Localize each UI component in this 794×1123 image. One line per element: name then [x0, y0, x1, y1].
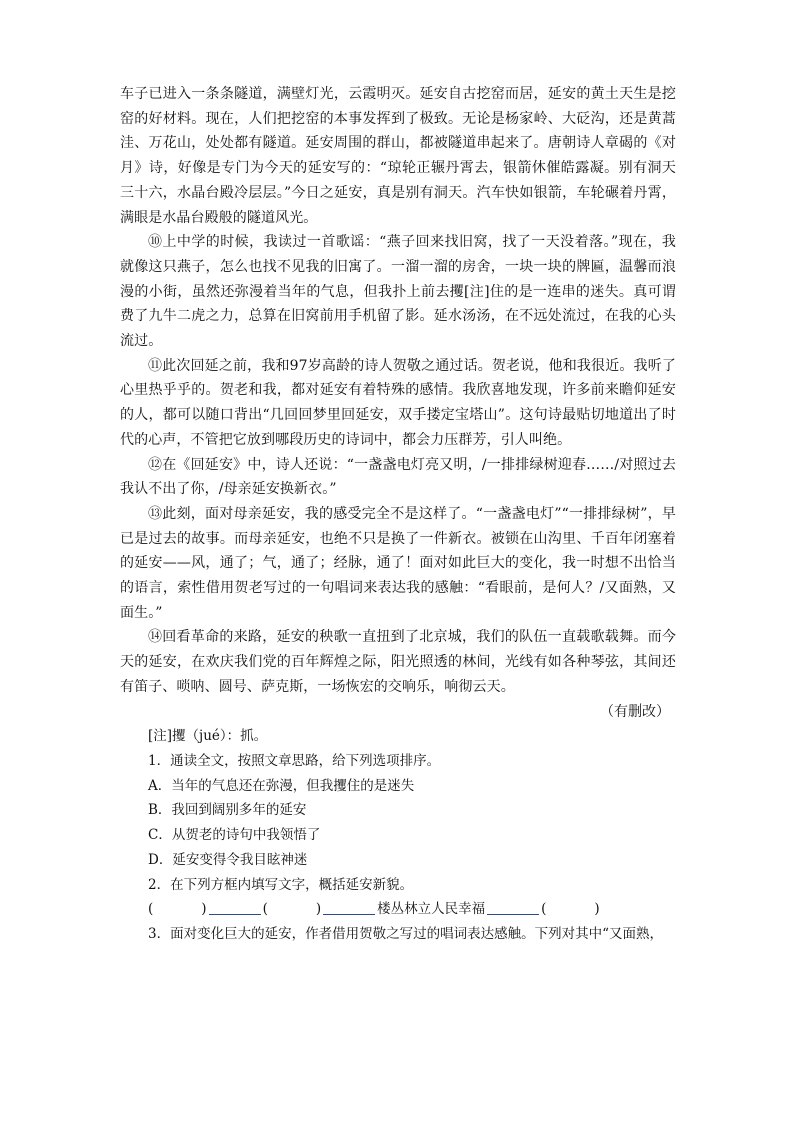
option-c: C．从贺老的诗句中我领悟了: [148, 827, 321, 844]
question-3: 3．面对变化巨大的延安，作者借用贺敬之写过的唱词表达感触。下列对其中“又面熟，: [148, 925, 663, 942]
paragraph-10: ⑩上中学的时候，我读过一首歌谣：“燕子回来找旧窝，找了一天没着落。”现在，我就像这只燕子，怎么也找不见我的旧寓了。一溜一溜的房舍，一块一块的牌匾，温馨而浪漫的小街，虽然还弥漫着当年的气息，但我扑上前去攫[注]住的是一连串的迷失。真可谓费了九牛二虎之力，总算在旧窝前用手机留了影。延水汤汤，在不远处流过，在我的心头流过。: [120, 234, 676, 350]
connector-line-1: [209, 900, 261, 915]
paragraph-12: ⑫在《回延安》中，诗人还说：“一盏盏电灯亮又明，/一排排绿树迎春……/对照过去我认不出了你，/母亲延安换新衣。”: [120, 456, 676, 498]
document-page: [120, 82, 676, 947]
question-2: 2．在下列方框内填写文字，概括延安新貌。: [148, 876, 414, 893]
source-note: （有删改）: [600, 703, 670, 720]
answer-box-1[interactable]: ( ): [148, 901, 207, 918]
option-d: D．延安变得令我目眩神迷: [148, 851, 308, 868]
paragraph-13: ⑬此刻，面对母亲延安，我的感受完全不是这样了。“一盏盏电灯”“一排排绿树”，早已是过去的故事。而母亲延安，也绝不只是换了一件新衣。被锁在山沟里、千百年闭塞着的延安——风，通了；气，通了；经脉，通了！面对如此巨大的变化，我一时想不出恰当的语言，索性借用贺老写过的一句唱词来表达我的感触：“看眼前，是何人？/又面熟，又面生。”: [120, 505, 676, 621]
connector-line-2: [323, 900, 375, 915]
footnote: [注]攫（jué）：抓。: [148, 728, 268, 745]
question-2-answer-row: [120, 897, 676, 922]
option-a: A．当年的气息还在弥漫，但我攫住的是迷失: [148, 777, 415, 794]
answer-box-3[interactable]: ( ): [541, 901, 600, 918]
paragraph-9-continued: 车子已进入一条条隧道，满壁灯光，云霞明灭。延安自古挖窑而居，延安的黄土天生是挖窑的好材料。现在，人们把挖窑的本事发挥到了极致。无论是杨家岭、大砭沟，还是黄蒿洼、万花山，处处都有隧道。延安周围的群山，都被隧道串起来了。唐朝诗人章碣的《对月》诗，好像是专门为今天的延安写的：“琼轮正辗丹霄去，银箭休催皓露凝。别有洞天三十六，水晶台殿冷层层。”今日之延安，真是别有洞天。汽车快如银箭，车轮碾着丹霄，满眼是水晶台殿般的隧道风光。: [120, 86, 676, 226]
connector-line-3: [487, 900, 539, 915]
paragraph-11: ⑪此次回延之前，我和97岁高龄的诗人贺敬之通过话。贺老说，他和我很近。我听了心里热乎乎的。贺老和我，都对延安有着特殊的感情。我欣喜地发现，许多前来瞻仰延安的人，都可以随口背出“几回回梦里回延安，双手搂定宝塔山”。这句诗最贴切地道出了时代的心声，不管把它放到哪段历史的诗词中，都会力压群芳，引人叫绝。: [120, 357, 676, 448]
option-b: B．我回到阔别多年的延安: [148, 802, 307, 819]
answer-box-2[interactable]: ( ): [262, 901, 322, 918]
answer-given-text: 楼丛林立人民幸福: [377, 901, 486, 918]
paragraph-14: ⑭回看革命的来路，延安的秧歌一直扭到了北京城，我们的队伍一直载歌载舞。而今天的延安，在欢庆我们党的百年辉煌之际，阳光照透的林间，光线有如各种琴弦，其间还有笛子、唢呐、圆号、萨克斯，一场恢宏的交响乐，响彻云天。: [120, 629, 676, 695]
question-1: 1．通读全文，按照文章思路，给下列选项排序。: [148, 752, 441, 769]
